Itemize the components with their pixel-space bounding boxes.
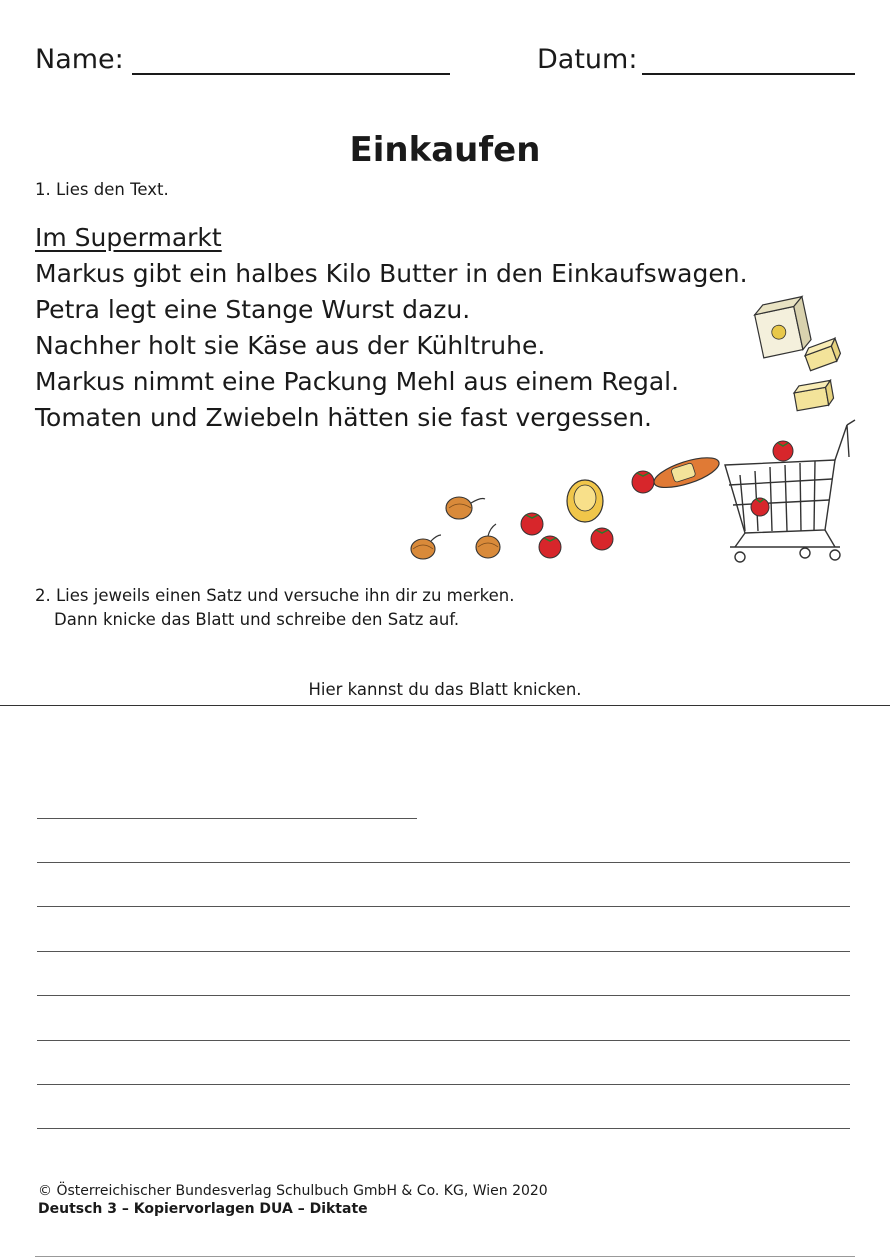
page-title: Einkaufen bbox=[349, 130, 541, 170]
butter-icon bbox=[803, 338, 842, 370]
butter-icon bbox=[793, 380, 835, 410]
tomato-icon bbox=[773, 441, 793, 461]
sausage-icon bbox=[651, 452, 722, 494]
flour-pack-icon bbox=[753, 297, 813, 358]
tomato-icon bbox=[521, 513, 543, 535]
story-line: Petra legt eine Stange Wurst dazu. bbox=[35, 295, 471, 324]
date-field[interactable] bbox=[642, 73, 855, 75]
task-2-instruction-continued: Dann knicke das Blatt und schreibe den Satz auf. bbox=[54, 610, 460, 629]
tomato-icon bbox=[539, 536, 561, 558]
groceries-cart-illustration bbox=[395, 295, 870, 575]
writing-line[interactable] bbox=[37, 1040, 850, 1041]
tomato-icon bbox=[591, 528, 613, 550]
name-label: Name: bbox=[35, 44, 124, 75]
writing-line[interactable] bbox=[37, 862, 850, 863]
story-line: Nachher holt sie Käse aus der Kühltruhe. bbox=[35, 331, 546, 360]
footer bbox=[38, 1182, 548, 1218]
writing-line[interactable] bbox=[37, 951, 850, 952]
name-field[interactable] bbox=[132, 73, 450, 75]
tomato-icon bbox=[632, 471, 654, 493]
writing-line[interactable] bbox=[37, 818, 417, 819]
onion-icon bbox=[476, 524, 500, 558]
series-text: Deutsch 3 – Kopiervorlagen DUA – Diktate bbox=[38, 1201, 368, 1217]
onion-icon bbox=[446, 497, 485, 519]
story-line: Markus nimmt eine Packung Mehl aus einem Regal. bbox=[35, 367, 680, 396]
bottom-divider bbox=[35, 1256, 855, 1257]
story-line: Tomaten und Zwiebeln hätten sie fast vergessen. bbox=[35, 403, 652, 432]
writing-line[interactable] bbox=[37, 995, 850, 996]
writing-line[interactable] bbox=[37, 906, 850, 907]
fold-hint: Hier kannst du das Blatt knicken. bbox=[308, 680, 582, 699]
writing-line[interactable] bbox=[37, 1084, 850, 1085]
task-2-instruction: 2. Lies jeweils einen Satz und versuche ihn dir zu merken. bbox=[35, 586, 515, 605]
fold-line bbox=[0, 705, 890, 706]
writing-line[interactable] bbox=[37, 1128, 850, 1129]
onion-icon bbox=[411, 535, 441, 559]
story-line: Markus gibt ein halbes Kilo Butter in den Einkaufswagen. bbox=[35, 259, 748, 288]
date-label: Datum: bbox=[537, 44, 638, 75]
task-1-instruction: 1. Lies den Text. bbox=[35, 180, 169, 199]
shopping-cart-icon bbox=[725, 420, 855, 562]
tomato-icon bbox=[751, 498, 769, 516]
copyright-text: © Österreichischer Bundesverlag Schulbuch GmbH & Co. KG, Wien 2020 bbox=[38, 1183, 548, 1199]
story-heading: Im Supermarkt bbox=[35, 223, 222, 252]
cheese-icon bbox=[567, 480, 603, 522]
